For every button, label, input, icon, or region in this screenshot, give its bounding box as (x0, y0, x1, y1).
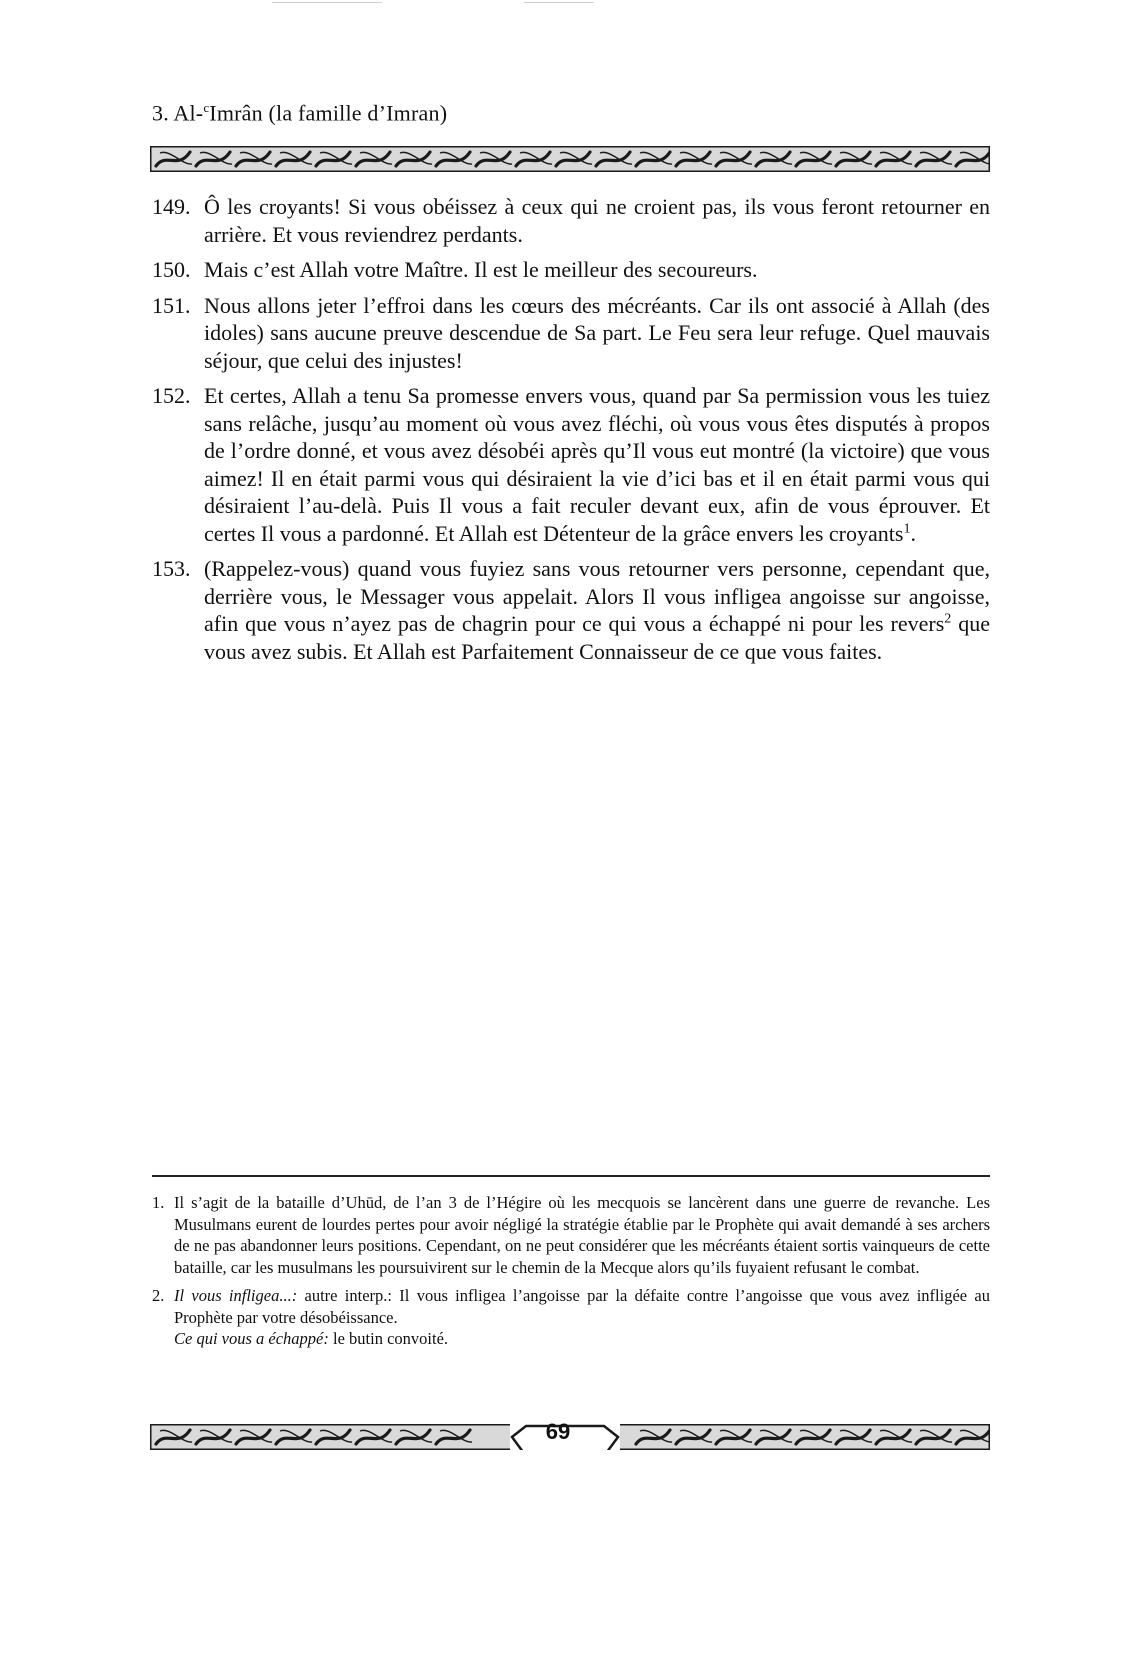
footnote-separator (152, 1175, 990, 1177)
footnote-paragraph (174, 1328, 990, 1350)
scan-artifact-line (272, 2, 382, 3)
verse-text: Nous allons jeter l’effroi dans les cœurs des mécréants. Car ils ont associé à Allah (des idoles) sans aucune preuve descendue de Sa part. Le Feu sera leur refuge. Quel mauvais séjour, que celui des injustes! (204, 292, 990, 373)
verse-149 (152, 193, 990, 248)
footnote-number: 1. (152, 1193, 165, 1212)
footnote-text: autre interp.: Il vous infligea l’angoisse par la défaite contre l’angoisse que vous avez infligée au Prophète par votre désobéissance. (174, 1286, 990, 1327)
header-title: Imrân (la famille d’Imran) (209, 100, 448, 126)
footnote-italic-term: Ce qui vous a échappé: (174, 1329, 329, 1348)
header-ayn-mark: c (203, 100, 210, 115)
verse-150 (152, 256, 990, 284)
footnote-italic-term: Il vous infligea...: (174, 1286, 298, 1305)
verse-text-tail: que vous avez subis. Et Allah est Parfaitement Connaisseur de ce que vous faites. (204, 611, 991, 664)
page-number: 69 (545, 1419, 571, 1444)
verses-block (152, 193, 990, 673)
top-ornament-band (150, 146, 990, 172)
verse-text: Ô les croyants! Si vous obéissez à ceux qui ne croient pas, ils vous feront retourner en arrière. Et vous reviendrez perdants. (204, 194, 990, 247)
footnote-ref-1[interactable]: 1 (903, 521, 911, 537)
verse-number: 153. (152, 556, 191, 581)
header-prefix: 3. Al- (152, 100, 204, 126)
verse-text-tail: . (910, 520, 916, 546)
verse-text: (Rappelez-vous) quand vous fuyiez sans vous retourner vers personne, cependant que, derrière vous, le Messager vous appelait. Alors Il vous infligea angoisse sur angoisse, afin que vous n’ayez pas de chagrin pour ce qui vous a échappé ni pour les revers (204, 556, 990, 636)
verse-text: Et certes, Allah a tenu Sa promesse envers vous, quand par Sa permission vous les tuiez sans relâche, jusqu’au moment où vous avez fléchi, où vous vous êtes disputés à propos de l’ordre donné, et vous avez désobéi après qu’Il vous eut montré (la victoire) que vous aimez! Il en était parmi vous qui désiraient la vie d’ici bas et il en était parmi vous qui désiraient l’au-delà. Puis Il vous a fait reculer devant eux, afin de vous éprouver. Et certes Il vous a pardonné. Et Allah est Détenteur de la grâce envers les croyants (204, 383, 990, 546)
footnotes-block (152, 1192, 990, 1357)
verse-151 (152, 292, 990, 375)
footnote-text: Il s’agit de la bataille d’Uhūd, de l’an 3 de l’Hégire où les mecquois se lancèrent dans une guerre de revanche. Les Musulmans eurent de lourdes pertes pour avoir négligé la stratégie établie par le Prophète qui avait demandé à ses archers de ne pas abandonner leurs positions. Cependant, on ne peut considérer que les mécréants étaient sortis vainqueurs de cette bataille, car les musulmans les poursuivirent sur le chemin de la Mecque alors qu’ils fuyaient refusant le combat. (174, 1193, 990, 1277)
footnote-ref-2[interactable]: 2 (944, 611, 952, 627)
running-header (152, 100, 447, 126)
verse-number: 152. (152, 383, 191, 408)
footnote-paragraph (174, 1285, 990, 1328)
verse-number: 149. (152, 194, 191, 219)
footnote-text: le butin convoité. (328, 1329, 449, 1348)
footnote-2 (152, 1285, 990, 1350)
verse-text: Mais c’est Allah votre Maître. Il est le meilleur des secoureurs. (204, 257, 758, 282)
scan-artifact-line (524, 2, 594, 3)
footnote-number: 2. (152, 1286, 165, 1305)
verse-number: 150. (152, 257, 191, 282)
footnote-1 (152, 1192, 990, 1278)
verse-153 (152, 555, 990, 665)
verse-152 (152, 382, 990, 547)
verse-number: 151. (152, 292, 191, 318)
